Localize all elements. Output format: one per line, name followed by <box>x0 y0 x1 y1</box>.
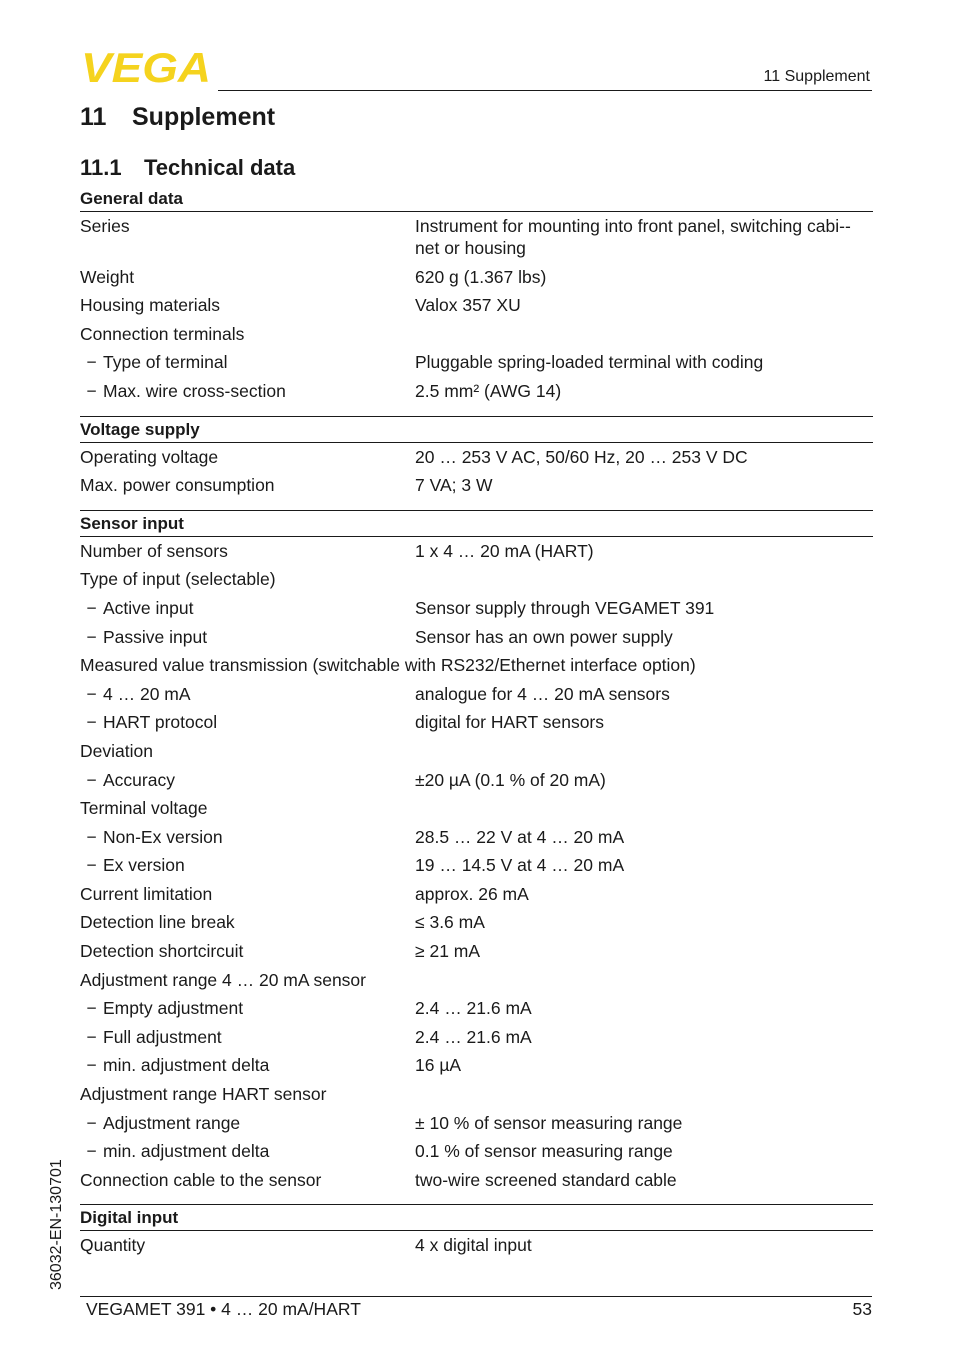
section-number: 11.1 <box>80 155 122 180</box>
group-divider <box>80 406 873 417</box>
group-digital <box>80 1205 873 1260</box>
section-heading <box>80 155 295 181</box>
spec-row <box>80 651 873 680</box>
spec-key: Terminal voltage <box>80 798 208 819</box>
spec-key: − Adjustment range <box>80 1112 415 1134</box>
spec-key: − Type of terminal <box>80 351 415 373</box>
spec-row <box>80 1109 873 1138</box>
spec-row <box>80 471 873 500</box>
spec-row <box>80 537 873 566</box>
chapter-title: Supplement <box>132 103 276 131</box>
spec-key: Adjustment range 4 … 20 mA sensor <box>80 969 366 990</box>
group-general <box>80 186 873 417</box>
spec-value: 16 µA <box>415 1055 462 1076</box>
spec-row <box>80 994 873 1023</box>
spec-value: 20 … 253 V AC, 50/60 Hz, 20 … 253 V DC <box>415 446 748 467</box>
spec-value: approx. 26 mA <box>415 883 529 904</box>
spec-row <box>80 680 873 709</box>
spec-row <box>80 966 873 995</box>
spec-row <box>80 708 873 737</box>
spec-key: Quantity <box>80 1235 146 1256</box>
spec-value: 7 VA; 3 W <box>415 475 493 496</box>
spec-row <box>80 766 873 795</box>
spec-value: Sensor supply through VEGAMET 391 <box>415 597 715 618</box>
spec-value: 4 x digital input <box>415 1235 532 1256</box>
spec-key: − Accuracy <box>80 769 415 791</box>
spec-row <box>80 794 873 823</box>
vega-logo <box>81 50 213 84</box>
spec-row <box>80 320 873 349</box>
spec-row <box>80 937 873 966</box>
group-voltage <box>80 417 873 511</box>
spec-row <box>80 212 873 263</box>
spec-key: Deviation <box>80 740 153 761</box>
spec-value: Instrument for mounting into front panel, switching cabi-net or housing <box>415 216 851 258</box>
spec-key: Max. power consumption <box>80 475 275 496</box>
spec-row <box>80 348 873 377</box>
chapter-heading <box>80 103 275 132</box>
spec-value: analogue for 4 … 20 mA sensors <box>415 683 670 704</box>
spec-row <box>80 737 873 766</box>
spec-key: Number of sensors <box>80 540 228 561</box>
spec-row <box>80 1080 873 1109</box>
spec-value: 28.5 … 22 V at 4 … 20 mA <box>415 826 625 847</box>
spec-key: − Passive input <box>80 626 415 648</box>
spec-row <box>80 263 873 292</box>
spec-value: 2.4 … 21.6 mA <box>415 998 532 1019</box>
spec-row <box>80 1051 873 1080</box>
spec-row <box>80 443 873 472</box>
spec-value <box>415 740 873 762</box>
spec-key: − Empty adjustment <box>80 997 415 1019</box>
spec-value: ± 10 % of sensor measuring range <box>415 1112 683 1133</box>
group-divider <box>80 500 873 511</box>
spec-key: − Max. wire cross-section <box>80 380 415 402</box>
spec-key: Detection line break <box>80 912 235 933</box>
spec-value <box>415 1083 873 1105</box>
spec-row <box>80 594 873 623</box>
page-number: 53 <box>852 1299 872 1319</box>
spec-row <box>80 623 873 652</box>
spec-row <box>80 908 873 937</box>
spec-key: − Full adjustment <box>80 1026 415 1048</box>
spec-key: Connection cable to the sensor <box>80 1169 322 1190</box>
spec-key: Current limitation <box>80 883 213 904</box>
footer-product: VEGAMET 391 • 4 … 20 mA/HART <box>86 1299 361 1319</box>
spec-key: Connection terminals <box>80 323 245 344</box>
spec-key: − Active input <box>80 597 415 619</box>
spec-key: − Ex version <box>80 854 415 876</box>
spec-key: Type of input (selectable) <box>80 569 276 590</box>
document-code: 36032-EN-130701 <box>48 1159 65 1290</box>
spec-key: Series <box>80 216 130 236</box>
spec-value: 2.5 mm² (AWG 14) <box>415 380 562 401</box>
spec-key: Housing materials <box>80 295 221 316</box>
group-sensor <box>80 511 873 1206</box>
spec-value <box>415 568 873 590</box>
spec-value: 0.1 % of sensor measuring range <box>415 1141 673 1162</box>
chapter-number: 11 <box>80 103 107 131</box>
spec-key: Measured value transmission (switchable with RS232/Ethernet interface option) <box>80 655 696 676</box>
spec-value <box>415 969 873 991</box>
spec-value: 1 x 4 … 20 mA (HART) <box>415 540 594 561</box>
spec-key: Detection shortcircuit <box>80 941 244 962</box>
spec-row <box>80 291 873 320</box>
spec-value: Pluggable spring-loaded terminal with coding <box>415 352 764 373</box>
header-rule <box>218 90 872 91</box>
spec-row <box>80 1137 873 1166</box>
footer-rule <box>80 1296 872 1297</box>
logo-text: VEGA <box>81 50 211 84</box>
spec-value: 19 … 14.5 V at 4 … 20 mA <box>415 855 625 876</box>
spec-row <box>80 565 873 594</box>
spec-value: ±20 µA (0.1 % of 20 mA) <box>415 769 606 790</box>
spec-key: − min. adjustment delta <box>80 1140 415 1162</box>
spec-value: Sensor has an own power supply <box>415 626 673 647</box>
spec-key: Weight <box>80 266 135 287</box>
spec-row <box>80 880 873 909</box>
spec-value: digital for HART sensors <box>415 712 605 733</box>
spec-value: ≥ 21 mA <box>415 941 481 962</box>
spec-value: Valox 357 XU <box>415 295 521 316</box>
spec-row <box>80 823 873 852</box>
spec-value: ≤ 3.6 mA <box>415 912 485 933</box>
spec-value: 620 g (1.367 lbs) <box>415 266 547 287</box>
spec-row <box>80 1166 873 1195</box>
spec-value <box>696 654 873 676</box>
spec-key: Operating voltage <box>80 446 219 467</box>
spec-key: − Non-Ex version <box>80 826 415 848</box>
spec-row <box>80 1023 873 1052</box>
spec-row <box>80 377 873 406</box>
group-heading: Sensor input <box>80 511 873 537</box>
spec-value: two-wire screened standard cable <box>415 1169 677 1190</box>
section-title: Technical data <box>144 155 296 180</box>
group-heading: General data <box>80 186 873 212</box>
running-header: 11 Supplement <box>763 68 870 85</box>
spec-row <box>80 1231 873 1260</box>
group-divider <box>80 1194 873 1205</box>
spec-key: − 4 … 20 mA <box>80 683 415 705</box>
spec-row <box>80 851 873 880</box>
group-heading: Digital input <box>80 1205 873 1231</box>
spec-key: − HART protocol <box>80 711 415 733</box>
spec-key: Adjustment range HART sensor <box>80 1084 327 1105</box>
spec-value: 2.4 … 21.6 mA <box>415 1026 532 1047</box>
spec-value <box>415 323 873 345</box>
spec-key: − min. adjustment delta <box>80 1054 415 1076</box>
group-heading: Voltage supply <box>80 417 873 443</box>
spec-value <box>415 797 873 819</box>
spec-table <box>80 186 873 1260</box>
